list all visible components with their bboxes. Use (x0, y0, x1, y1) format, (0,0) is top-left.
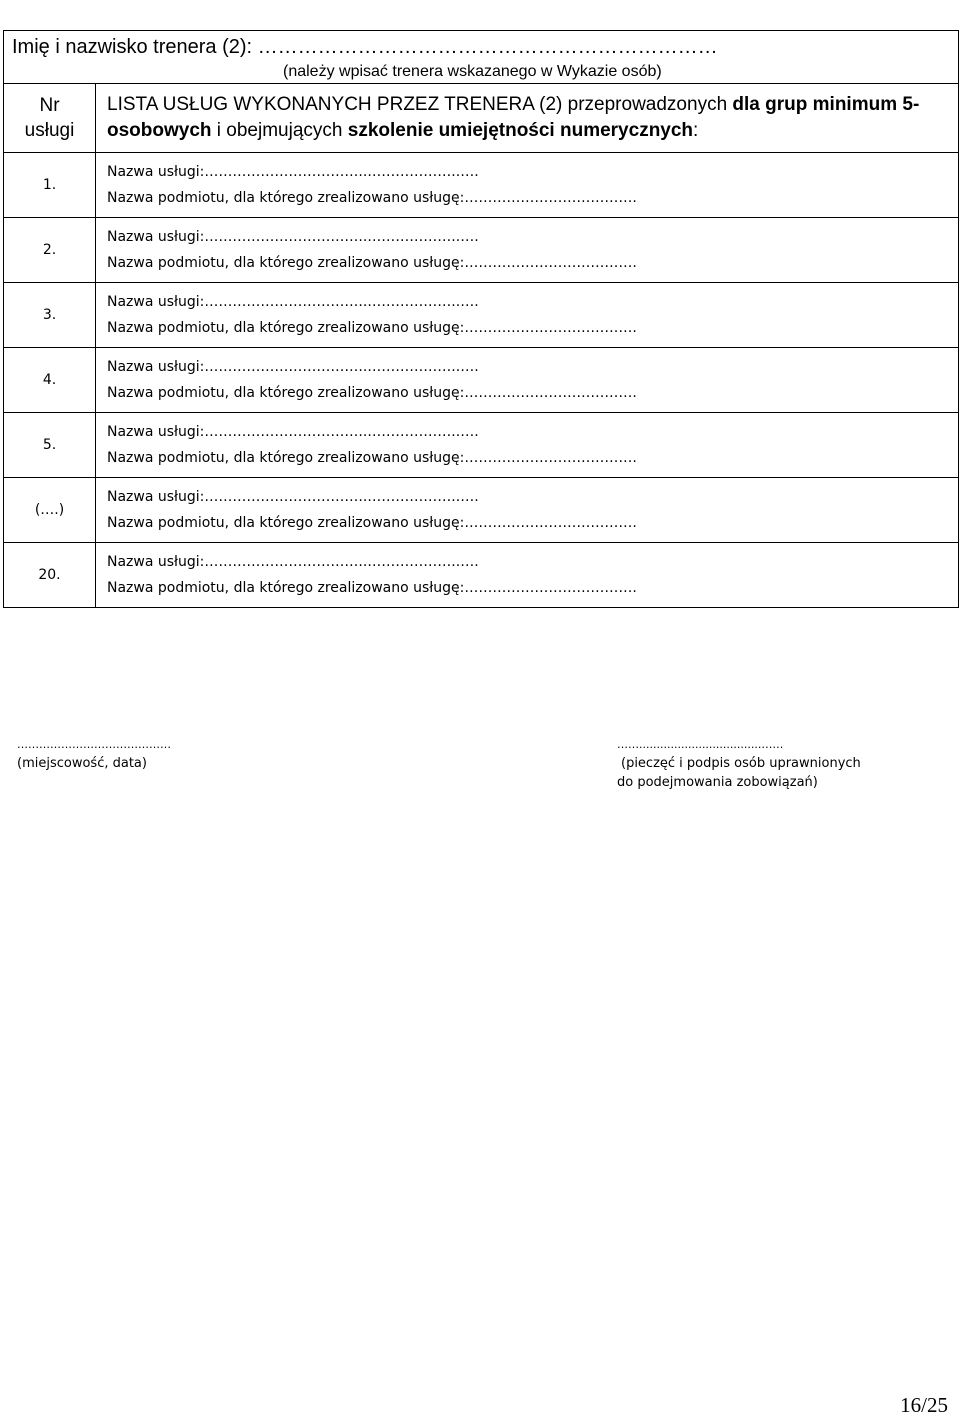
row-number: 4. (4, 348, 96, 413)
row-content (96, 478, 959, 543)
service-name-field[interactable]: Nazwa usługi:……………………………..………………..…. (107, 229, 479, 245)
stamp-signature (617, 736, 861, 792)
row-content (96, 543, 959, 608)
list-title-part1: LISTA USŁUG WYKONANYCH PRZEZ TRENERA (2) przeprowadzonych (107, 94, 733, 115)
place-date-field[interactable]: …………………………………… (17, 738, 171, 751)
stamp-caption-line1: (pieczęć i podpis osób uprawnionych (621, 756, 861, 771)
place-date-caption: (miejscowość, data) (17, 756, 147, 771)
table-row (4, 218, 959, 283)
trainer-row (4, 31, 959, 84)
trainer-cell (4, 31, 959, 84)
list-title-part2: i obejmujących (211, 120, 348, 141)
row-number: 1. (4, 153, 96, 218)
service-name-field[interactable]: Nazwa usługi:……………………………..………………..…. (107, 489, 479, 505)
trainer-name-label: Imię i nazwisko trenera (2): …………………………………………………………… (12, 36, 718, 58)
table-row (4, 413, 959, 478)
row-number: 2. (4, 218, 96, 283)
nr-header-line2: usługi (24, 120, 75, 141)
row-number: 3. (4, 283, 96, 348)
entity-name-field[interactable]: Nazwa podmiotu, dla którego zrealizowano usługę:………………………………. (107, 515, 637, 531)
entity-name-field[interactable]: Nazwa podmiotu, dla którego zrealizowano usługę:………………………………. (107, 255, 637, 271)
stamp-signature-field[interactable]: ……...................................…… (617, 738, 784, 751)
row-content (96, 413, 959, 478)
table-header-row (4, 84, 959, 153)
table-row (4, 478, 959, 543)
nr-header (4, 84, 96, 153)
service-name-field[interactable]: Nazwa usługi:……………………………..………………..…. (107, 294, 479, 310)
row-number: 20. (4, 543, 96, 608)
place-date-signature (17, 736, 171, 773)
entity-name-field[interactable]: Nazwa podmiotu, dla którego zrealizowano usługę:………………………………. (107, 190, 637, 206)
row-content (96, 218, 959, 283)
nr-header-line1: Nr (39, 95, 60, 116)
service-name-field[interactable]: Nazwa usługi:……………………………..………………..…. (107, 554, 479, 570)
row-content (96, 348, 959, 413)
row-number: 5. (4, 413, 96, 478)
page-number: 16/25 (900, 1393, 948, 1417)
entity-name-field[interactable]: Nazwa podmiotu, dla którego zrealizowano usługę:………………………………. (107, 580, 637, 596)
stamp-caption-line2: do podejmowania zobowiązań) (617, 775, 818, 790)
list-title-bold2: szkolenie umiejętności numerycznych (347, 120, 694, 141)
table-row (4, 348, 959, 413)
trainer-note: (należy wpisać trenera wskazanego w Wykazie osób) (283, 63, 662, 80)
list-title-end: : (693, 120, 699, 141)
row-content (96, 283, 959, 348)
service-name-field[interactable]: Nazwa usługi:……………………………..………………..…. (107, 359, 479, 375)
table-row (4, 153, 959, 218)
entity-name-field[interactable]: Nazwa podmiotu, dla którego zrealizowano usługę:………………………………. (107, 320, 637, 336)
services-form-table (3, 30, 959, 608)
row-number: (….) (4, 478, 96, 543)
row-content (96, 153, 959, 218)
entity-name-field[interactable]: Nazwa podmiotu, dla którego zrealizowano usługę:………………………………. (107, 450, 637, 466)
list-title-bold1: dla grup minimum 5-osobowych (107, 94, 920, 141)
service-name-field[interactable]: Nazwa usługi:……………………………..………………..…. (107, 164, 479, 180)
table-row (4, 543, 959, 608)
service-name-field[interactable]: Nazwa usługi:……………………………..………………..…. (107, 424, 479, 440)
entity-name-field[interactable]: Nazwa podmiotu, dla którego zrealizowano usługę:………………………………. (107, 385, 637, 401)
table-row (4, 283, 959, 348)
list-title (96, 84, 959, 153)
